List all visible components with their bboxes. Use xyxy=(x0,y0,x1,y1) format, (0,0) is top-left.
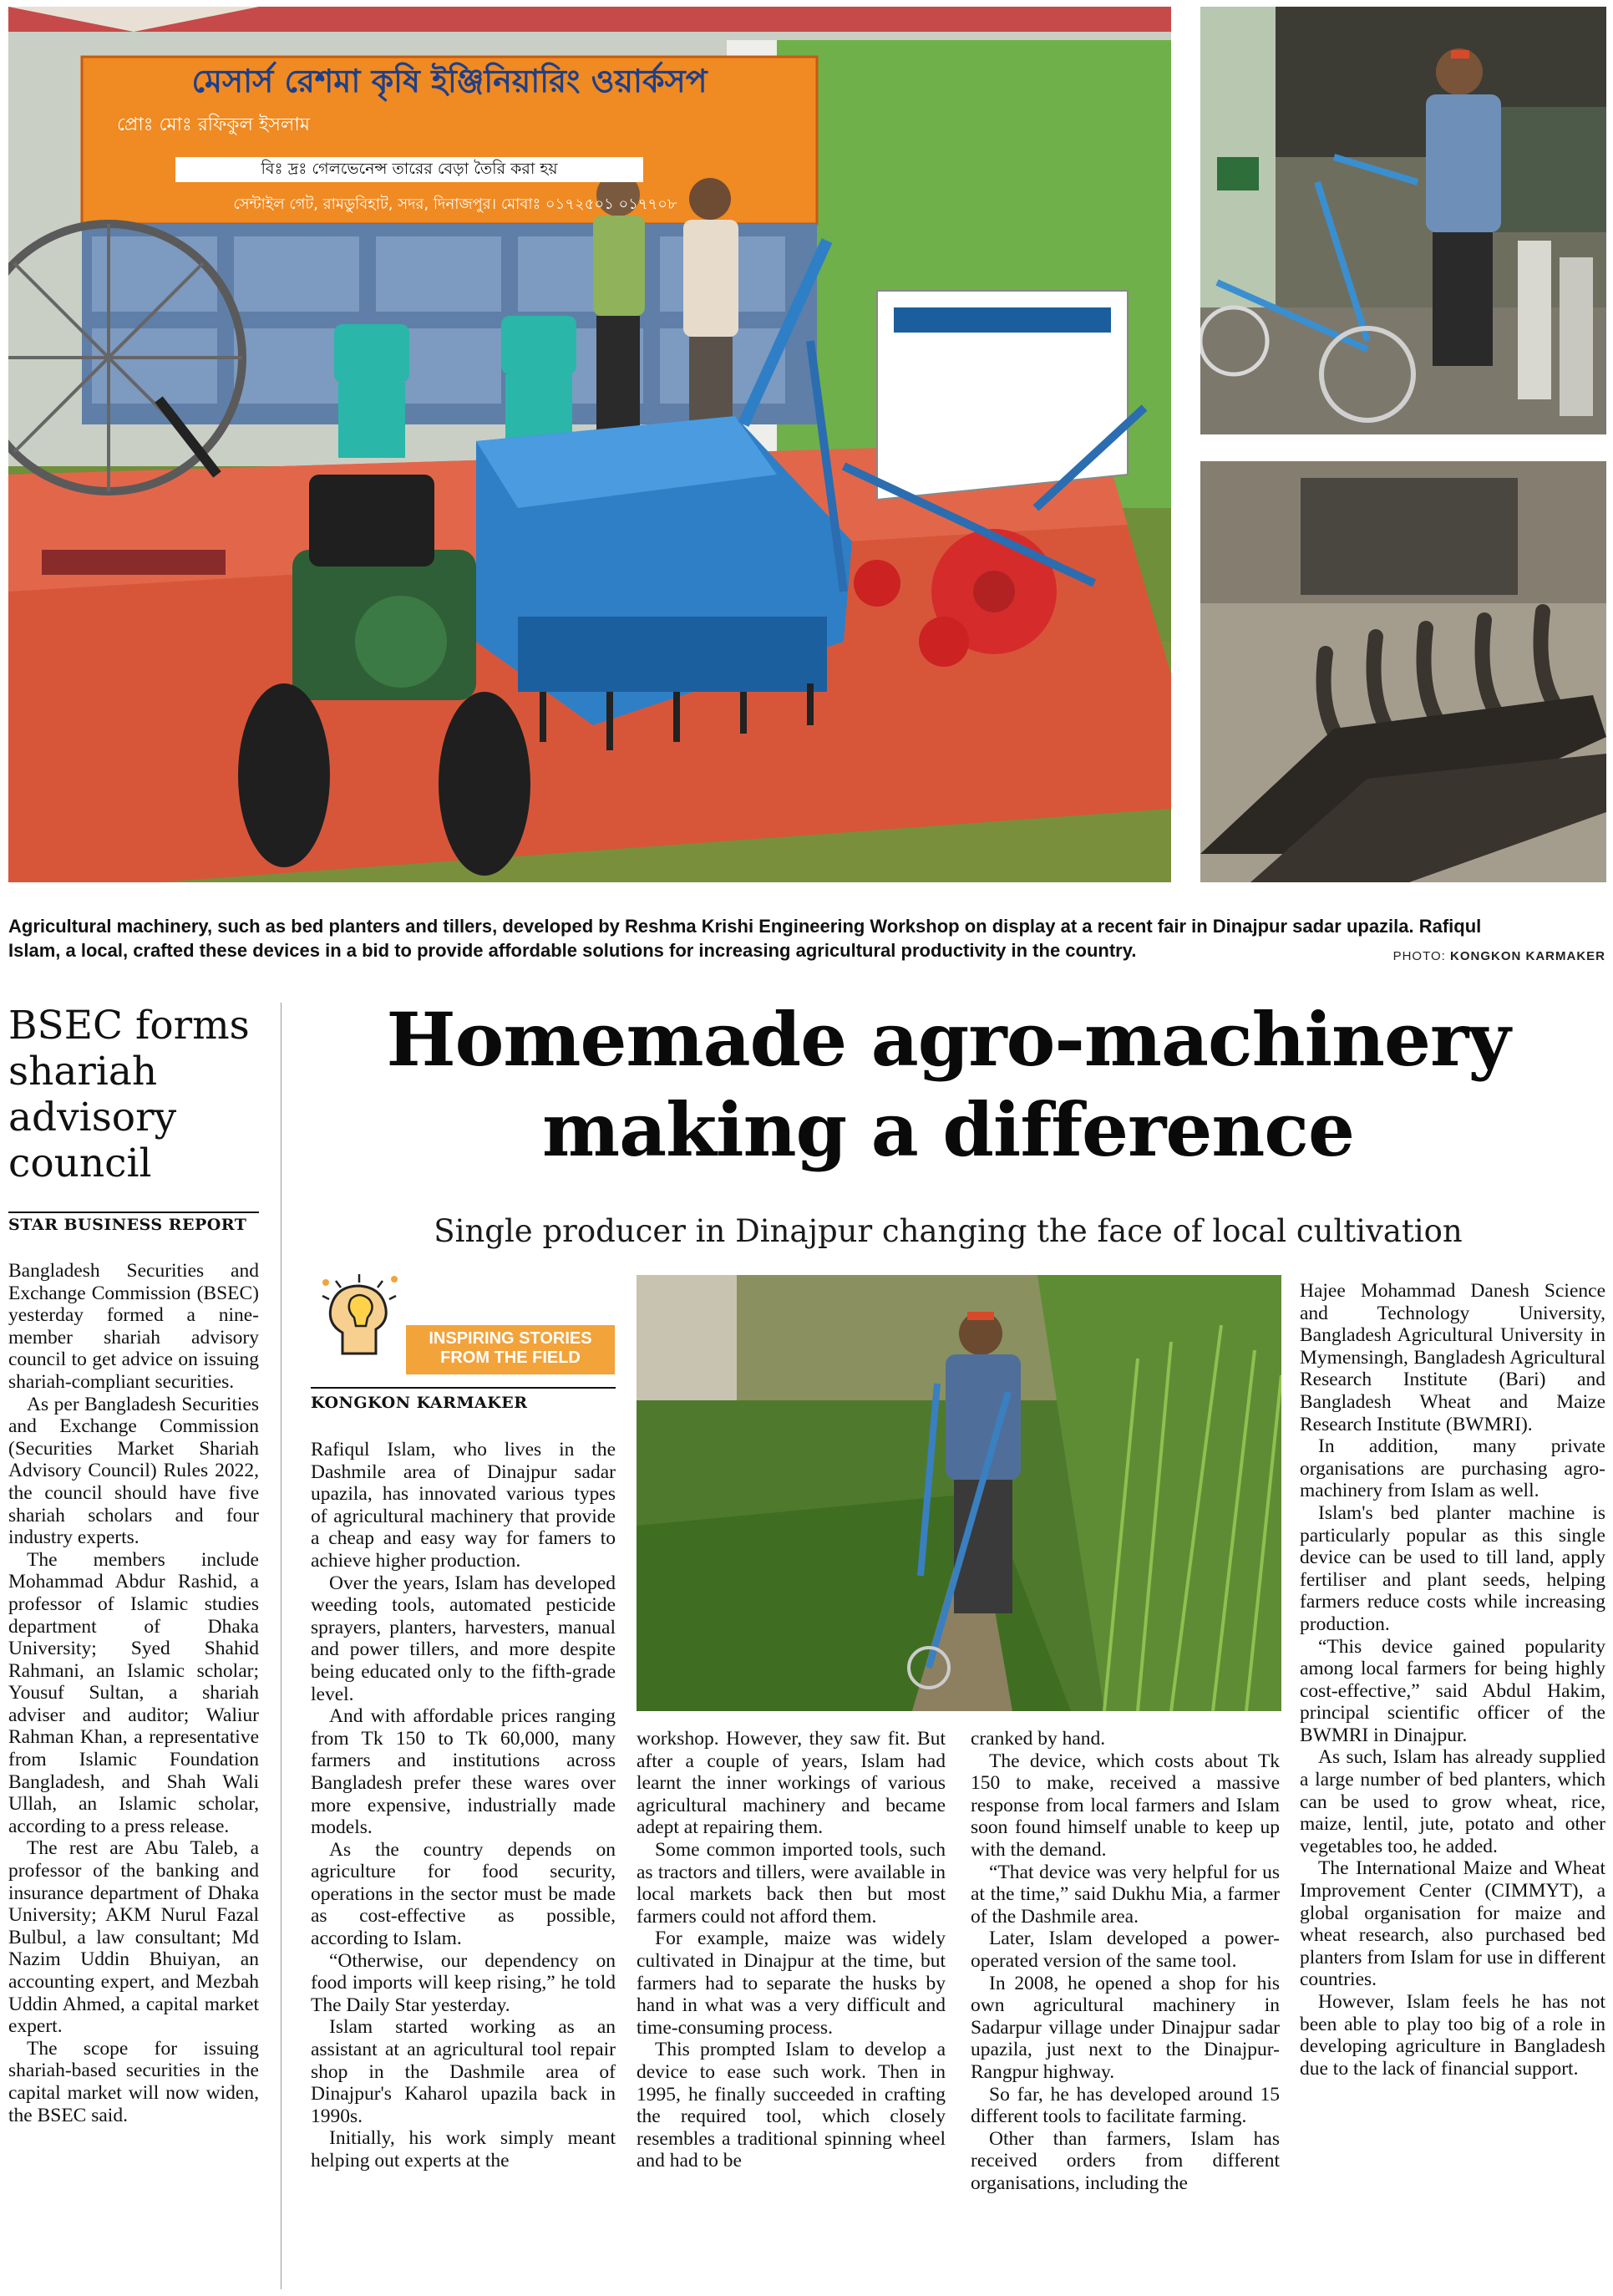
sidebar-headline xyxy=(8,1003,284,1186)
paragraph: Hajee Mohammad Danesh Science and Technology University, Bangladesh Agricultural University in Mymensingh, Bangladesh Agricultural Research Institute (Bari) and Bangladesh Wheat and Maize Research Institute (BWMRI). xyxy=(1300,1280,1605,1435)
photo-credit xyxy=(1340,949,1605,963)
paragraph: The International Maize and Wheat Improvement Center (CIMMYT), a global organisation for maize and wheat research, also purchased bed planters from Islam for use in different countries. xyxy=(1300,1857,1605,1991)
paragraph: As such, Islam has already supplied a large number of bed planters, which can be used to grow wheat, rice, maize, lentil, jute, potato and other vegetables too, he added. xyxy=(1300,1746,1605,1857)
paragraph: Other than farmers, Islam has received orders from different organisations, including the xyxy=(971,2127,1280,2194)
banner-line-3: বিঃ দ্রঃ গেলভেনেন্স তারের বেড়া তৈরি করা হয় xyxy=(175,157,643,182)
article-column-3 xyxy=(971,1728,1280,2289)
subheadline: Single producer in Dinajpur changing the face of local cultivation xyxy=(434,1213,1463,1249)
paragraph: Bangladesh Securities and Exchange Commission (BSEC) yesterday formed a nine-member shariah advisory council to get advice on issuing shariah-compliant securities. xyxy=(8,1260,259,1393)
metal-tines-photo xyxy=(1200,461,1606,882)
sidebar-byline: STAR BUSINESS REPORT xyxy=(8,1216,247,1234)
sidebar-headline-line: shariah xyxy=(8,1049,158,1095)
sidebar-rule xyxy=(8,1211,259,1213)
paragraph: Over the years, Islam has developed weeding tools, automated pesticide sprayers, planters, harvesters, manual and power tillers, and more despite being educated only to the fifth-grade level. xyxy=(311,1572,616,1705)
main-headline-line: Homemade agro-machinery xyxy=(386,996,1510,1083)
paragraph: The device, which costs about Tk 150 to make, received a massive response from local farmers and Islam soon found himself unable to keep up with the demand. xyxy=(971,1750,1280,1861)
paragraph: The rest are Abu Taleb, a professor of the banking and insurance department of Dhaka University; AKM Nurul Fazal Bulbul, a law consultant; Md Nazim Uddin Bhuiyan, an accounting expert, and Mezbah Uddin Ahmed, a capital market expert. xyxy=(8,1837,259,2038)
sidebar-headline-line: BSEC forms xyxy=(8,1003,250,1049)
photo-caption-line-2: Islam, a local, crafted these devices in a bid to provide affordable solutions for increasing agricultural productivity in the country. xyxy=(8,940,1137,961)
lightbulb-head-icon xyxy=(317,1274,401,1358)
paragraph: Islam's bed planter machine is particularly popular as this single device can be used to till land, apply fertiliser and plant seeds, helping farmers reduce costs while increasing production. xyxy=(1300,1501,1605,1635)
photo-credit-label: PHOTO: xyxy=(1392,949,1446,963)
byline-rule xyxy=(311,1387,616,1389)
field-man-photo xyxy=(637,1275,1281,1711)
byline: KONGKON KARMAKER xyxy=(311,1394,528,1412)
paragraph: In addition, many private organisations are purchasing agro-machinery from Islam as well. xyxy=(1300,1435,1605,1502)
paragraph: Later, Islam developed a power-operated version of the same tool. xyxy=(971,1928,1280,1972)
fair-display-photo xyxy=(8,7,1171,882)
paragraph: This prompted Islam to develop a device to ease such work. Then in 1995, he finally succeeded in crafting the required tool, which closely resembles a traditional spinning wheel and had to be xyxy=(637,2039,946,2172)
paragraph: The members include Mohammad Abdur Rashid, a professor of Islamic studies department of Dhaka University; Syed Shahid Rahmani, an Islamic scholar; Yousuf Sultan, a shariah adviser and auditor; Waliur Rahman Khan, a representative from Islamic Foundation Bangladesh, and Shah Wali Ullah, an Islamic scholar, according to a press release. xyxy=(8,1548,259,1837)
paragraph: So far, he has developed around 15 different tools to facilitate farming. xyxy=(971,2083,1280,2128)
column-divider xyxy=(281,1003,282,2289)
sidebar-body xyxy=(8,1260,259,2288)
main-headline-line: making a difference xyxy=(542,1086,1354,1173)
banner-line-4: সেন্টাইল গেট, রামডুবিহাট, সদর, দিনাজপুর। মোবাঃ ০১৭২৫০১ ০১৭৭০৮ xyxy=(233,196,677,213)
banner-line-2: প্রোঃ মোঃ রফিকুল ইসলাম xyxy=(117,114,310,135)
paragraph: workshop. However, they saw fit. But after a couple of years, Islam had learnt the inner workings of various agricultural machinery and became adept at repairing them. xyxy=(637,1728,946,1839)
article-column-2 xyxy=(637,1728,946,2289)
banner-line-1: মেসার্স রেশমা কৃষি ইঞ্জিনিয়ারিং ওয়ার্কসপ xyxy=(191,63,708,99)
paragraph: “This device gained popularity among local farmers for being highly cost-effective,” said Abdul Hakim, principal scientific officer of the BWMRI in Dinajpur. xyxy=(1300,1635,1605,1746)
article-column-4 xyxy=(1300,1280,1605,2289)
paragraph: However, Islam feels he has not been able to play too big of a role in developing agriculture in Bangladesh due to the lack of financial support. xyxy=(1300,1991,1605,2080)
paragraph: As per Bangladesh Securities and Exchange Commission (Securities Market Shariah Advisory Council) Rules 2022, the council should have five shariah scholars and four industry experts. xyxy=(8,1393,259,1549)
paragraph: “Otherwise, our dependency on food imports will keep rising,” he told The Daily Star yesterday. xyxy=(311,1949,616,2016)
paragraph: Initially, his work simply meant helping out experts at the xyxy=(311,2127,616,2172)
paragraph: The scope for issuing shariah-based securities in the capital market will now widen, the BSEC said. xyxy=(8,2037,259,2126)
article-column-1 xyxy=(311,1439,616,2289)
paragraph: And with affordable prices ranging from Tk 150 to Tk 60,000, many farmers and institutions across Bangladesh prefer these wares over more expensive, industrially made models. xyxy=(311,1705,616,1839)
paragraph: Islam started working as an assistant at an agricultural tool repair shop in the Dashmile area of Dinajpur's Kaharol upazila back in 1990s. xyxy=(311,2016,616,2127)
photo-caption-line-1: Agricultural machinery, such as bed planters and tillers, developed by Reshma Krishi Engineering Workshop on display at a recent fair in Dinajpur sadar upazila. Rafiqul xyxy=(8,916,1482,937)
sidebar-headline-line: advisory xyxy=(8,1095,177,1140)
paragraph: Some common imported tools, such as tractors and tillers, were available in local markets back then but most farmers could not afford them. xyxy=(637,1838,946,1928)
workshop-man-photo xyxy=(1200,7,1606,434)
paragraph: cranked by hand. xyxy=(971,1728,1106,1750)
main-headline xyxy=(288,994,1608,1175)
photo-credit-name: KONGKON KARMAKER xyxy=(1450,949,1605,963)
inspiring-stories-badge xyxy=(406,1325,615,1374)
paragraph: As the country depends on agriculture for food security, operations in the sector must be made as cost-effective as possible, according to Islam. xyxy=(311,1838,616,1950)
badge-line: FROM THE FIELD xyxy=(440,1349,581,1367)
paragraph: “That device was very helpful for us at the time,” said Dukhu Mia, a farmer of the Dashmile area. xyxy=(971,1861,1280,1928)
paragraph: For example, maize was widely cultivated in Dinajpur at the time, but farmers had to separate the husks by hand in what was a very difficult and time-consuming process. xyxy=(637,1928,946,2039)
paragraph: In 2008, he opened a shop for his own agricultural machinery in Sadarpur village under Dinajpur sadar upazila, just next to the Dinajpur-Rangpur highway. xyxy=(971,1972,1280,2083)
sidebar-headline-line: council xyxy=(8,1140,152,1186)
badge-line: INSPIRING STORIES xyxy=(429,1329,592,1348)
paragraph: Rafiqul Islam, who lives in the Dashmile area of Dinajpur sadar upazila, has innovated various types of agricultural machinery that provide a cheap and easy way for famers to achieve higher production. xyxy=(311,1439,616,1572)
